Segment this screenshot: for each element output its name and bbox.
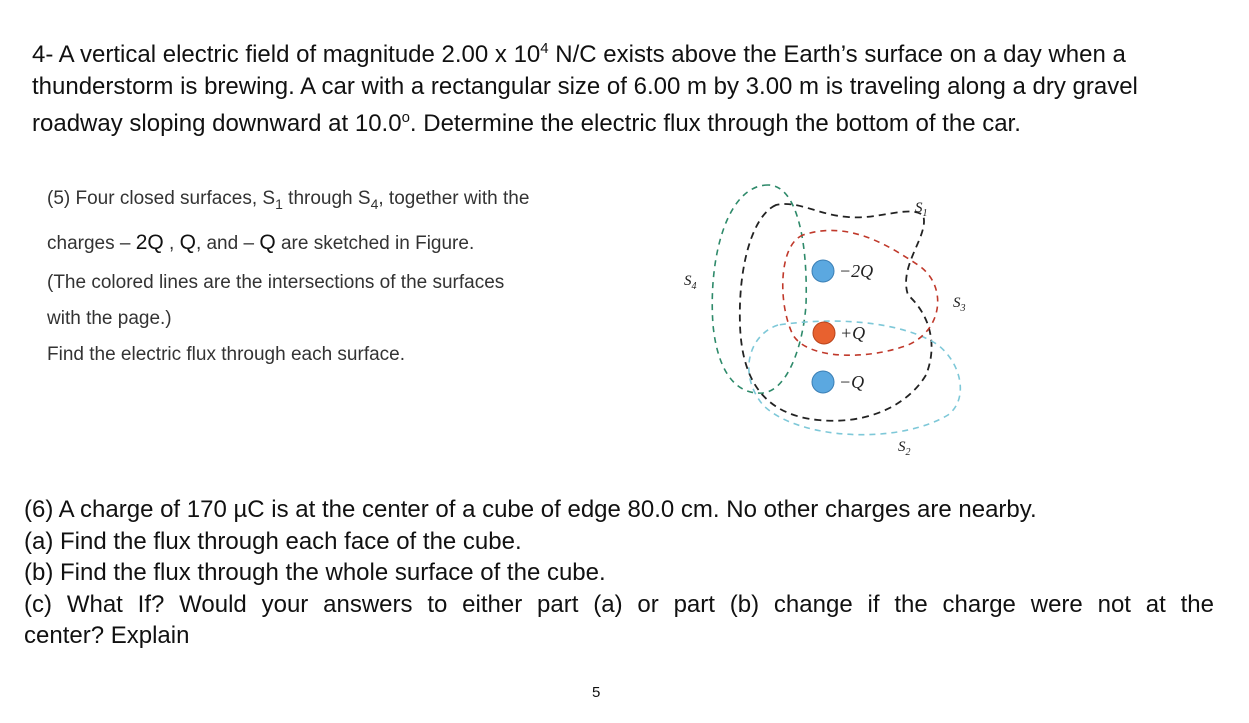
top-edge-fragment <box>520 0 580 4</box>
charge-minus-2q-label: −2Q <box>839 261 874 281</box>
charge-minus-q-sphere <box>812 371 834 393</box>
problem-5-line-1: (5) Four closed surfaces, $S_1$ through $S_4$, together with the <box>47 188 530 212</box>
problem-6-part-c: (c) What If? Would your answers to either part (a) or part (b) change if the charge were not at the <box>24 590 1214 618</box>
charge-minus-q-label: −Q <box>839 372 865 392</box>
surface-s1-curve <box>740 204 932 421</box>
surface-label-s2: $S_2$ <box>898 439 911 458</box>
charge-plus-q-sphere <box>813 322 835 344</box>
problem-6-part-b: (b) Find the flux through the whole surface of the cube. <box>24 559 606 586</box>
problem-4-text: 4- A vertical electric field of magnitude 2.00 x $10^4$ N/C exists above the Earth’s surface on a day when a thunderstorm is brewing. A car with a rectangular size of 6.00 m by 3.00 m is traveling along a dry gravel roadway sloping downward at 10.0$^o$. Determine the electric flux through the bottom of the car. <box>32 40 1138 137</box>
page-number: 5 <box>592 684 601 701</box>
charge-plus-q-label: +Q <box>840 323 866 343</box>
problem-6-part-a: (a) Find the flux through each face of the cube. <box>24 527 522 555</box>
surface-s4-curve <box>712 185 806 393</box>
charge-minus-2q-sphere <box>812 260 834 282</box>
problem-5-line-2: charges – 2Q , Q, and – Q are sketched in Figure. <box>47 231 475 254</box>
surface-label-s4: $S_4$ <box>684 273 697 292</box>
surface-label-s3: $S_3$ <box>953 295 966 314</box>
problem-5-line-5: Find the electric flux through each surface. <box>47 344 406 365</box>
problem-5-line-4: with the page.) <box>47 308 172 329</box>
surface-label-s1: $S_1$ <box>915 200 928 219</box>
problem-6-line-1: (6) A charge of 170 µC is at the center of a cube of edge 80.0 cm. No other charges are nearby. <box>24 496 1037 523</box>
problem-6-part-c-continued: center? Explain <box>24 622 190 649</box>
problem-5-line-3: (The colored lines are the intersections of the surfaces <box>47 272 505 293</box>
problem-6-text <box>24 494 1214 652</box>
gauss-surfaces-figure <box>668 175 988 465</box>
